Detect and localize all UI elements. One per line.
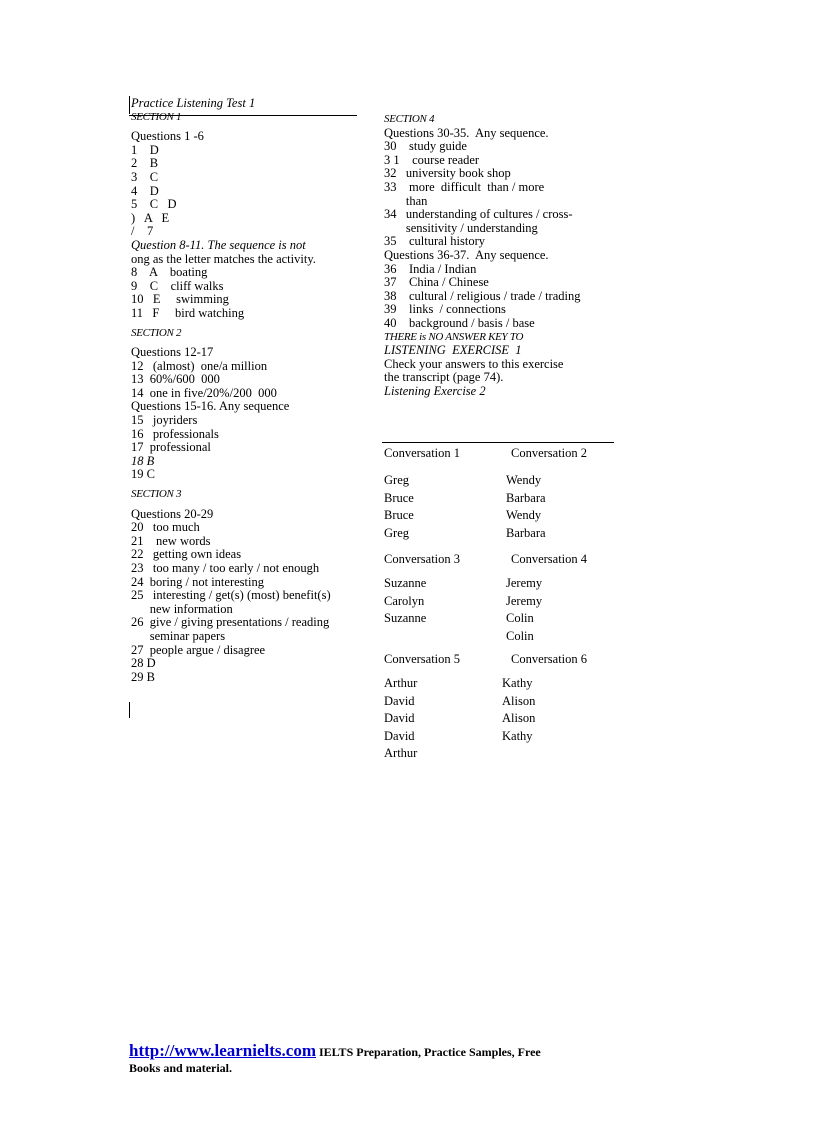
answer-line: Listening Exercise 2	[384, 383, 486, 398]
answer-line: the transcript (page 74).	[384, 370, 504, 385]
answer-line: 4 D	[131, 183, 159, 198]
answer-line: 23 too many / too early / not enough	[131, 561, 320, 575]
left-answer-column	[131, 97, 361, 684]
answer-line: 1 D	[131, 142, 159, 157]
answer-line: 40 background / basis / base	[384, 315, 535, 330]
section-heading: SECTION 2	[131, 326, 182, 339]
speaker-name: Suzanne	[384, 611, 427, 625]
speaker-name: Jeremy	[506, 576, 543, 590]
speaker-name: Carolyn	[384, 593, 425, 608]
answer-line: 34 understanding of cultures / cross-	[384, 207, 573, 222]
question-range: Questions 30-35. Any sequence.	[384, 125, 549, 140]
answer-line: Check your answers to this exercise	[384, 356, 564, 371]
page-footer	[129, 1041, 649, 1076]
answer-line: 20 too much	[131, 520, 200, 535]
right-answer-column	[384, 113, 619, 398]
conversation-header: Conversation 4	[511, 552, 588, 566]
speaker-name: Bruce	[384, 508, 414, 522]
answer-line: 28 D	[131, 656, 156, 671]
answer-line: 33 more difficult than / more	[384, 179, 545, 194]
answer-line: 37 China / Chinese	[384, 275, 489, 290]
answer-line: 32 university book shop	[384, 166, 511, 181]
question-range: Questions 20-29	[131, 506, 214, 521]
answer-line: 36 India / Indian	[384, 261, 477, 276]
answer-line: 21 new words	[131, 533, 211, 548]
answer-line: 25 interesting / get(s) (most) benefit(s)	[131, 588, 331, 603]
conversation-header: Conversation 2	[511, 446, 588, 460]
speaker-name: Colin	[506, 611, 534, 625]
section-heading: SECTION 1	[131, 110, 182, 123]
answer-line: 27 people argue / disagree	[131, 642, 266, 657]
answer-line: 22 getting own ideas	[131, 547, 242, 562]
answer-line: 13 60%/600 000	[131, 372, 220, 387]
answer-line: 19 C	[131, 467, 155, 482]
answer-line: / 7	[131, 224, 154, 239]
answer-line: 9 C cliff walks	[131, 278, 224, 293]
answer-line: 14 one in five/20%/200 000	[131, 385, 277, 400]
question-range: Questions 12-17	[131, 345, 214, 360]
answer-line: Practice Listening Test 1	[131, 96, 256, 110]
answer-line: 11 F bird watching	[131, 305, 245, 320]
answer-line: 17 professional	[131, 440, 211, 455]
question-range: Questions 36-37. Any sequence.	[384, 247, 549, 262]
speaker-name: Arthur	[384, 676, 418, 690]
speaker-name: David	[384, 728, 415, 743]
answer-line: 18 B	[131, 453, 155, 468]
footer-link[interactable]: http://www.learnielts.com	[129, 1041, 316, 1060]
answer-line: 8 A boating	[131, 265, 208, 280]
question-range: Questions 15-16. Any sequence	[131, 399, 290, 414]
speaker-name: Jeremy	[506, 593, 543, 608]
speaker-name: David	[384, 711, 415, 725]
answer-line: new information	[131, 601, 233, 616]
speaker-name: Arthur	[384, 746, 418, 760]
speaker-name: Greg	[384, 473, 409, 487]
answer-line: than	[384, 193, 428, 208]
answer-line: Question 8-11. The sequence is not	[131, 237, 306, 252]
answer-line: ong as the letter matches the activity.	[131, 251, 316, 266]
answer-line: 24 boring / not interesting	[131, 574, 264, 589]
speaker-name: Kathy	[502, 676, 533, 690]
speaker-name: Suzanne	[384, 576, 427, 590]
answer-line: 30 study guide	[384, 139, 467, 154]
answer-line: sensitivity / understanding	[384, 220, 538, 235]
exercise-divider	[382, 442, 614, 443]
conversation-header: Conversation 6	[511, 652, 588, 666]
speaker-name: Greg	[384, 525, 409, 540]
answer-line: 3 1 course reader	[384, 152, 480, 167]
section-heading: SECTION 4	[384, 113, 435, 125]
speaker-name: Barbara	[506, 490, 546, 505]
answer-line: LISTENING EXERCISE 1	[384, 343, 522, 358]
answer-line: 38 cultural / religious / trade / trading	[384, 288, 581, 303]
speaker-name: David	[384, 693, 415, 708]
footer-description-cont: Books and material.	[129, 1061, 233, 1075]
question-range: Questions 1 -6	[131, 129, 204, 144]
left-margin-rule	[129, 96, 130, 114]
speaker-name: Barbara	[506, 525, 546, 540]
answer-line: 10 E swimming	[131, 292, 229, 307]
answer-line: 26 give / giving presentations / reading	[131, 615, 330, 630]
section-heading: SECTION 3	[131, 488, 182, 501]
conversation-header: Conversation 5	[384, 652, 461, 666]
footer-description: IELTS Preparation, Practice Samples, Free	[315, 1045, 541, 1059]
speaker-name: Bruce	[384, 490, 414, 505]
answer-line: 12 (almost) one/a million	[131, 358, 268, 373]
left-margin-rule	[129, 702, 130, 718]
speaker-name: Alison	[502, 693, 536, 708]
speaker-name: Kathy	[502, 728, 533, 743]
answer-line: seminar papers	[131, 628, 226, 643]
conversation-header: Conversation 3	[384, 552, 461, 566]
section-heading: THERE is NO ANSWER KEY TO	[384, 330, 524, 343]
answer-line: 39 links / connections	[384, 302, 506, 317]
answer-line: 16 professionals	[131, 426, 219, 441]
answer-line: 35 cultural history	[384, 234, 486, 249]
answer-line: 15 joyriders	[131, 413, 198, 428]
answer-line: 3 C	[131, 169, 159, 184]
answer-line: 5 C D	[131, 197, 177, 212]
answer-line: 2 B	[131, 156, 159, 171]
speaker-name: Wendy	[506, 473, 542, 487]
speaker-name: Wendy	[506, 508, 542, 522]
answer-line: 29 B	[131, 669, 155, 684]
conversation-header: Conversation 1	[384, 446, 461, 460]
speaker-name: Colin	[506, 628, 534, 643]
speaker-name: Alison	[502, 711, 536, 725]
answer-line: ) A E	[131, 210, 170, 225]
